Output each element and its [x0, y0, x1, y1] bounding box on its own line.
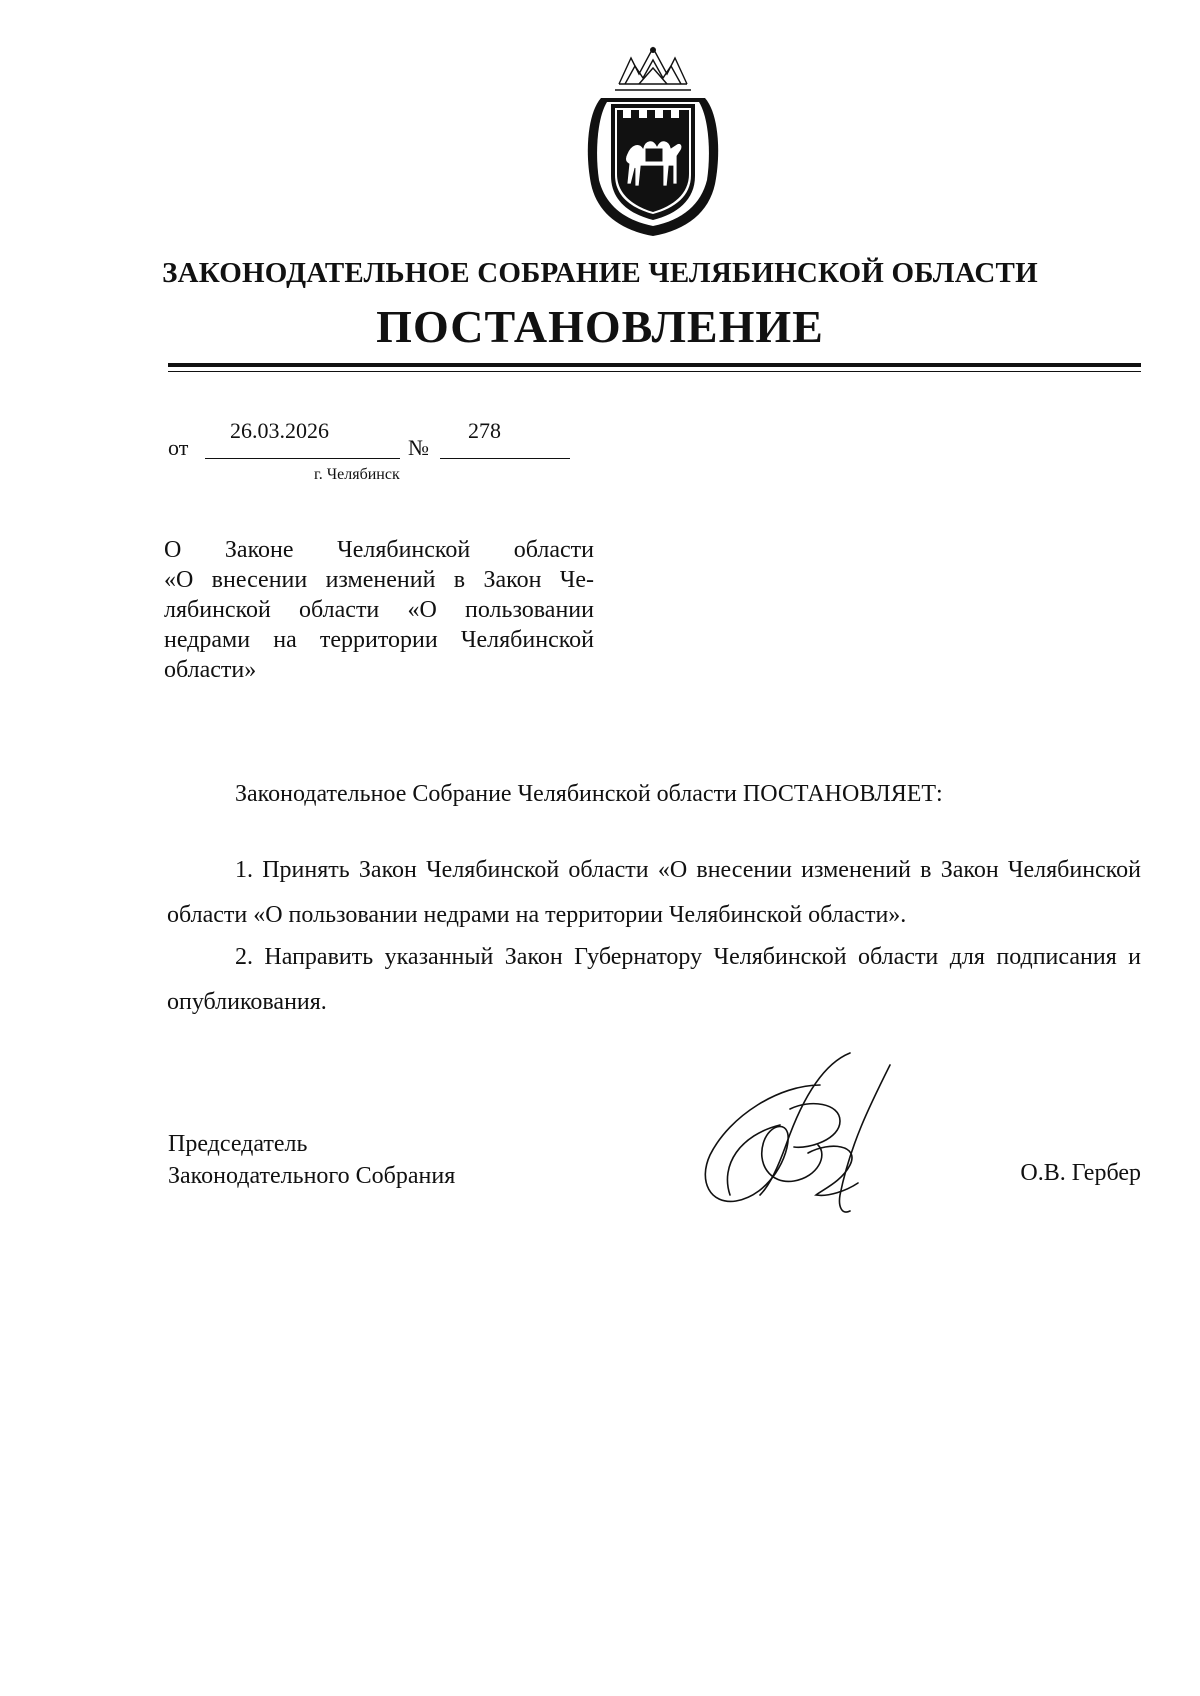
signatory-position-line: Председатель: [168, 1131, 308, 1157]
document-number: 278: [468, 418, 501, 443]
signatory-name: О.В. Гербер: [1020, 1160, 1141, 1186]
subject-line: О Законе Челябинской области: [164, 537, 594, 563]
organization-title: ЗАКОНОДАТЕЛЬНОЕ СОБРАНИЕ ЧЕЛЯБИНСКОЙ ОБЛАСТИ: [162, 257, 1038, 289]
document-subject: [164, 535, 594, 685]
resolution-intro: Законодательное Собрание Челябинской области ПОСТАНОВЛЯЕТ:: [235, 781, 943, 807]
date-underline: [205, 458, 400, 459]
header-divider-thin: [168, 371, 1141, 372]
resolution-item: 1. Принять Закон Челябинской области «О внесении изменений в Закон Челябинской области «О пользовании недрами на территории Челябинской области».: [167, 857, 1141, 928]
subject-line: лябинской области «О пользовании: [164, 597, 594, 623]
number-label: №: [408, 435, 429, 460]
signatory-position: [168, 1128, 455, 1192]
subject-line: «О внесении изменений в Закон Че-: [164, 567, 594, 593]
subject-line: области»: [164, 657, 257, 683]
subject-line: недрами на территории Челябинской: [164, 627, 594, 653]
handwritten-signature-icon: [690, 1045, 930, 1220]
chelyabinsk-coat-of-arms-icon: [579, 44, 727, 239]
signatory-position-line: Законодательного Собрания: [168, 1163, 456, 1189]
city-label: г. Челябинск: [314, 466, 400, 483]
document-type-title: ПОСТАНОВЛЕНИЕ: [376, 301, 824, 352]
resolution-item: 2. Направить указанный Закон Губернатору Челябинской области для подписания и опубликования.: [167, 944, 1141, 1015]
header-divider-thick: [168, 363, 1141, 367]
document-date: 26.03.2026: [230, 418, 329, 443]
date-label: от: [168, 435, 189, 460]
number-underline: [440, 458, 570, 459]
